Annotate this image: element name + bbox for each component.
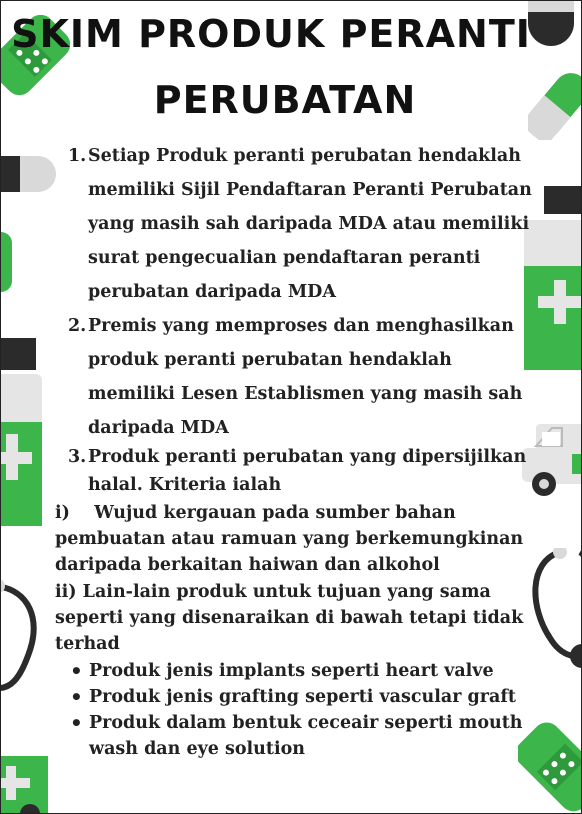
item-number: 1. <box>68 146 87 166</box>
page-title-line2: PERUBATAN <box>153 78 417 122</box>
criteria-i: i) Wujud kergauan pada sumber bahan pembuatan atau ramuan yang berkemungkinan daripada berkaitan haiwan dan alkohol <box>55 503 524 575</box>
item-text: Produk peranti perubatan yang dipersijilkan halal. Kriteria ialah <box>88 447 527 495</box>
numbered-item-3 <box>68 443 538 499</box>
criteria-ii: ii) Lain-lain produk untuk tujuan yang sama seperti yang disenaraikan di bawah tetapi tidak terhad <box>55 582 524 654</box>
bullet-item: • Produk jenis implants seperti heart valve <box>68 658 538 684</box>
item-text: Setiap Produk peranti perubatan hendaklah memiliki Sijil Pendaftaran Peranti Perubatan yang masih sah daripada MDA atau memiliki surat pengecualian pendaftaran peranti perubatan daripada MDA <box>88 146 532 302</box>
stethoscope-icon-left <box>0 580 60 700</box>
pill-drop-icon-left <box>0 232 16 296</box>
medicine-bottle-icon-left <box>0 338 50 526</box>
numbered-item-2 <box>68 309 538 445</box>
pill-capsule-icon-left <box>0 150 60 198</box>
bullet-item: • Produk dalam bentuk ceceair seperti mouth wash dan eye solution <box>68 710 538 762</box>
item-number: 3. <box>68 447 87 467</box>
first-aid-cross-icon-bottom-left <box>0 756 50 814</box>
item-text: Premis yang memproses dan menghasilkan produk peranti perubatan hendaklah memiliki Lesen Establismen yang masih sah daripada MDA <box>88 316 523 438</box>
item-number: 2. <box>68 316 87 336</box>
page-title-line1: SKIM PRODUK PERANTI <box>11 12 531 56</box>
bullet-list <box>68 658 538 762</box>
bullet-item: • Produk jenis grafting seperti vascular graft <box>68 684 538 710</box>
numbered-item-1 <box>68 139 538 309</box>
